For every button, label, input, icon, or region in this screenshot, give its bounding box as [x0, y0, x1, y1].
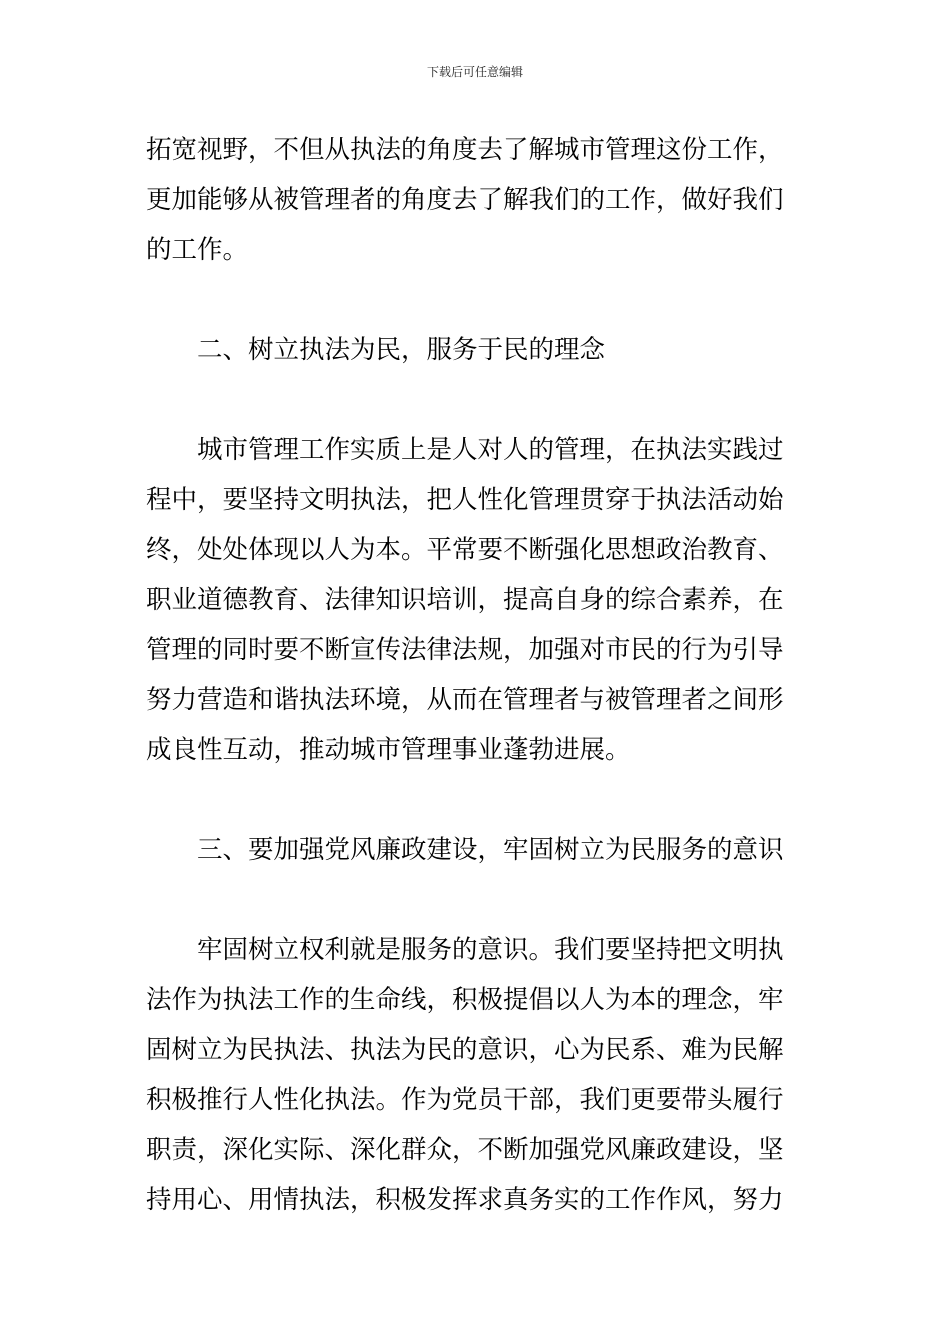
text-line: 职责，深化实际、深化群众，不断加强党风廉政建设，坚	[146, 1135, 784, 1165]
text-line: 职业道德教育、法律知识培训，提高自身的综合素养，在	[146, 585, 784, 615]
paragraph-gap	[146, 375, 806, 425]
text-line: 更加能够从被管理者的角度去了解我们的工作，做好我们	[146, 185, 784, 215]
paragraph-gap	[146, 775, 806, 825]
section-heading-2: 二、树立执法为民，服务于民的理念	[197, 335, 606, 365]
section-heading-3: 三、要加强党风廉政建设，牢固树立为民服务的意识	[197, 835, 784, 865]
text-line: 努力营造和谐执法环境，从而在管理者与被管理者之间形	[146, 685, 784, 715]
text-line: 牢固树立权利就是服务的意识。我们要坚持把文明执	[197, 935, 784, 965]
text-line: 成良性互动，推动城市管理事业蓬勃进展。	[146, 735, 631, 765]
document-body	[146, 125, 806, 1225]
text-line: 法作为执法工作的生命线，积极提倡以人为本的理念，牢	[146, 985, 784, 1015]
paragraph-gap	[146, 275, 806, 325]
text-line: 积极推行人性化执法。作为党员干部，我们更要带头履行	[146, 1085, 784, 1115]
text-line: 持用心、用情执法，积极发挥求真务实的工作作风，努力	[146, 1185, 784, 1215]
text-line: 固树立为民执法、执法为民的意识，心为民系、难为民解	[146, 1035, 784, 1065]
text-line: 程中，要坚持文明执法，把人性化管理贯穿于执法活动始	[146, 485, 784, 515]
text-line: 管理的同时要不断宣传法律法规，加强对市民的行为引导	[146, 635, 784, 665]
text-line: 终，处处体现以人为本。平常要不断强化思想政治教育、	[146, 535, 784, 565]
page-header-note: 下载后可任意编辑	[426, 65, 523, 79]
paragraph-gap	[146, 875, 806, 925]
text-line: 城市管理工作实质上是人对人的管理，在执法实践过	[197, 435, 784, 465]
text-line: 的工作。	[146, 235, 249, 265]
text-line: 拓宽视野，不但从执法的角度去了解城市管理这份工作，	[146, 135, 784, 165]
